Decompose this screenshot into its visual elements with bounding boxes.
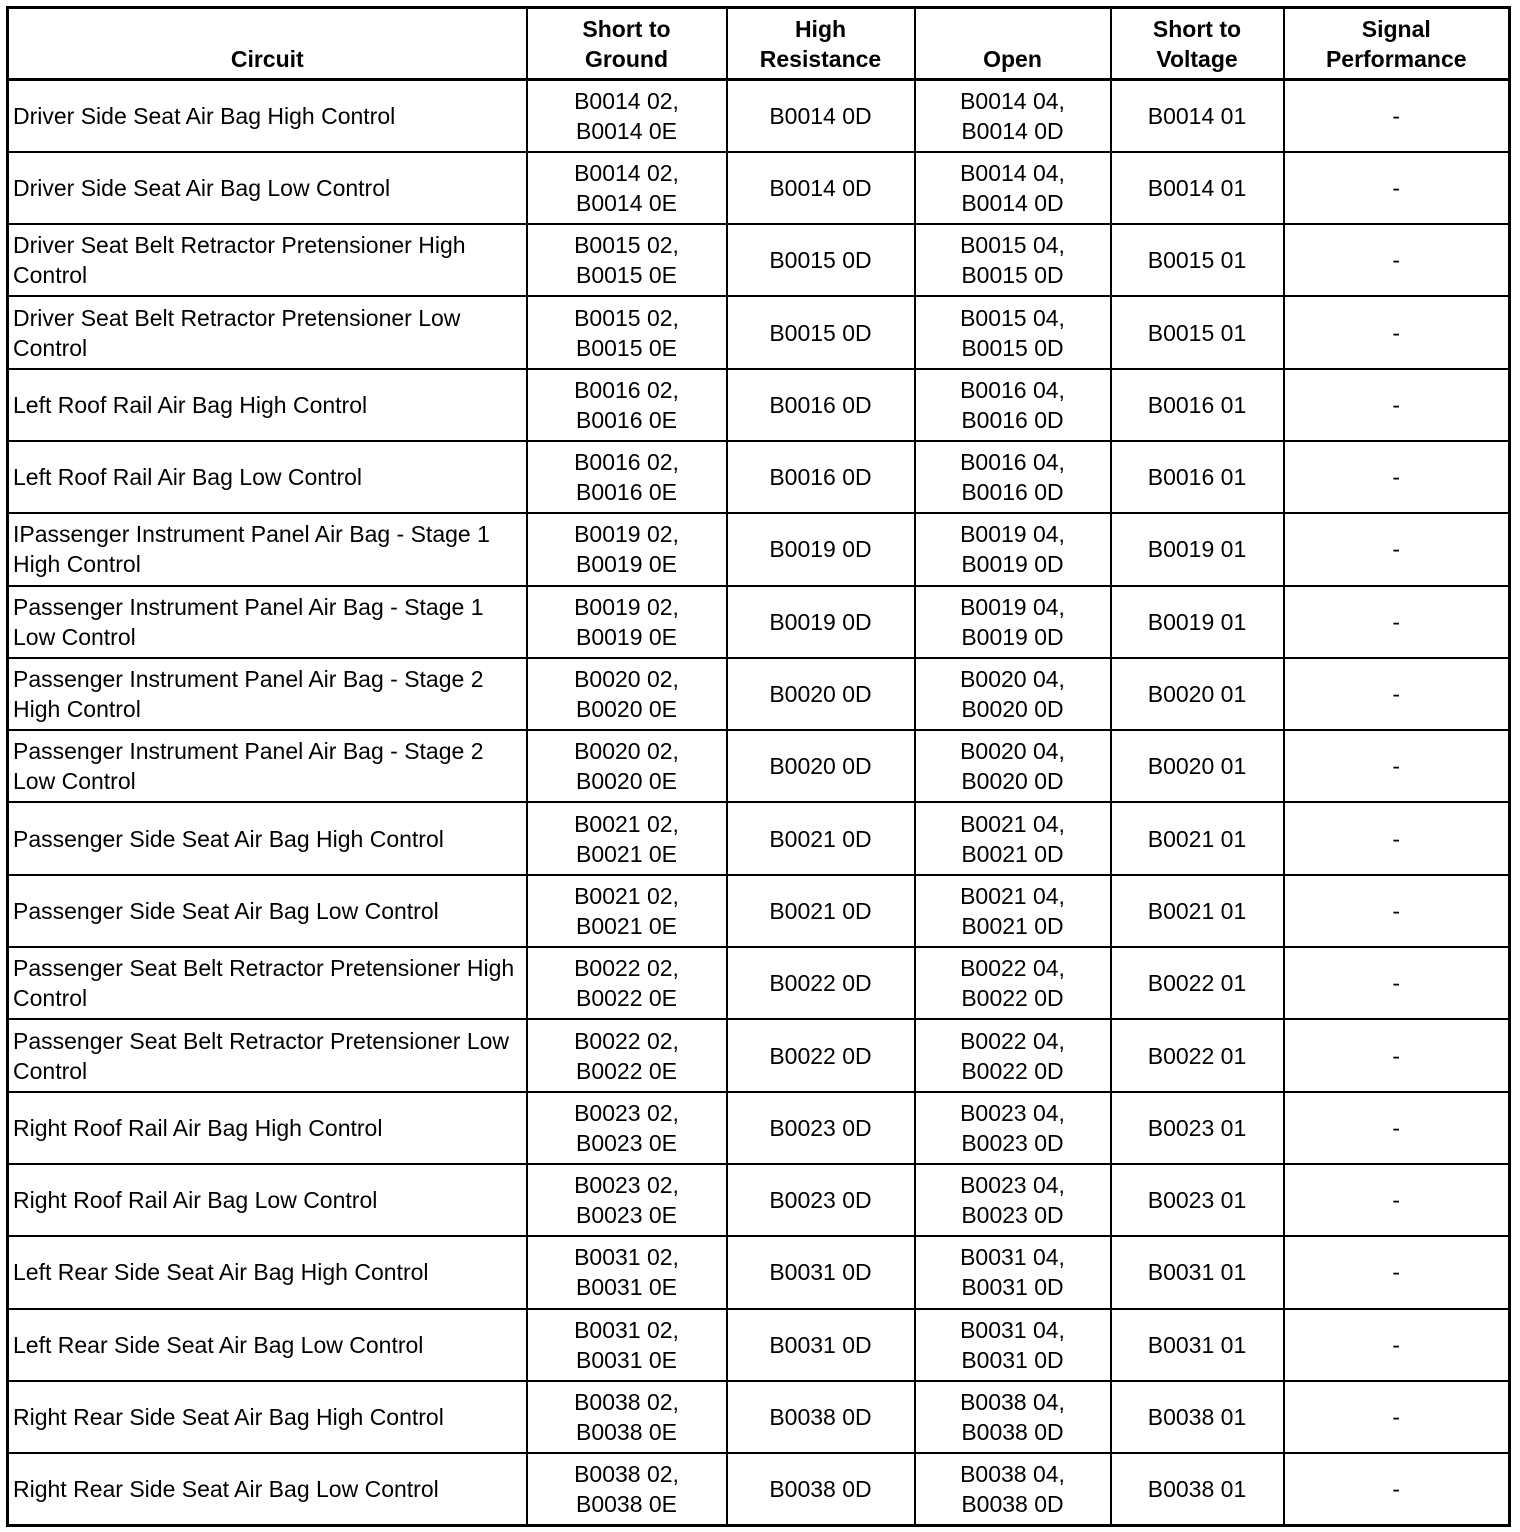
dtc-code: B0015 04, (960, 232, 1065, 259)
signal-performance-cell: - (1284, 1381, 1510, 1453)
dtc-code: B0021 02, (574, 810, 679, 837)
dtc-code: B0038 02, (574, 1388, 679, 1415)
column-header-line: Voltage (1156, 46, 1238, 72)
short-to-ground-cell (527, 658, 727, 730)
short-to-ground-cell (527, 802, 727, 874)
dtc-code: B0021 0E (575, 840, 678, 867)
column-header-circuit (8, 8, 527, 80)
column-header-short-to-voltage (1111, 8, 1284, 80)
short-to-ground-cell (527, 1453, 727, 1525)
table-body (8, 80, 1510, 1526)
signal-performance-cell: - (1284, 947, 1510, 1019)
short-to-ground-cell (527, 1019, 727, 1091)
signal-performance-cell: - (1284, 1019, 1510, 1091)
circuit-cell: Passenger Instrument Panel Air Bag - Stage 2 Low Control (8, 730, 527, 802)
dtc-code: B0014 02, (574, 159, 679, 186)
dtc-code: B0038 04, (960, 1461, 1065, 1488)
table-row (8, 1236, 1510, 1308)
circuit-cell: Passenger Instrument Panel Air Bag - Stage 2 High Control (8, 658, 527, 730)
short-to-ground-cell (527, 1236, 727, 1308)
short-to-ground-cell (527, 947, 727, 1019)
table-row (8, 802, 1510, 874)
short-to-voltage-cell: B0014 01 (1111, 80, 1284, 152)
table-row (8, 80, 1510, 152)
dtc-code: B0014 0E (575, 117, 678, 144)
high-resistance-cell: B0015 0D (727, 224, 915, 296)
short-to-ground-cell (527, 1309, 727, 1381)
column-header-open (915, 8, 1111, 80)
dtc-code: B0031 0D (961, 1274, 1064, 1301)
dtc-code: B0016 0E (575, 479, 678, 506)
dtc-code: B0016 0E (575, 406, 678, 433)
signal-performance-cell: - (1284, 658, 1510, 730)
table-header (8, 8, 1510, 80)
dtc-code: B0016 04, (960, 376, 1065, 403)
dtc-code: B0019 0E (575, 551, 678, 578)
dtc-code: B0016 0D (961, 479, 1064, 506)
table-row (8, 1309, 1510, 1381)
dtc-code: B0031 0E (575, 1346, 678, 1373)
table-row (8, 1164, 1510, 1236)
short-to-voltage-cell: B0016 01 (1111, 369, 1284, 441)
circuit-cell: IPassenger Instrument Panel Air Bag - Stage 1 High Control (8, 513, 527, 585)
dtc-code: B0019 04, (960, 521, 1065, 548)
dtc-code: B0031 04, (960, 1244, 1065, 1271)
short-to-voltage-cell: B0015 01 (1111, 224, 1284, 296)
high-resistance-cell: B0023 0D (727, 1092, 915, 1164)
high-resistance-cell: B0021 0D (727, 802, 915, 874)
dtc-code: B0038 0D (961, 1491, 1064, 1518)
dtc-code: B0015 0D (961, 262, 1064, 289)
open-cell (915, 513, 1111, 585)
high-resistance-cell: B0019 0D (727, 513, 915, 585)
dtc-code: B0038 04, (960, 1388, 1065, 1415)
dtc-code: B0022 0E (575, 985, 678, 1012)
signal-performance-cell: - (1284, 1453, 1510, 1525)
dtc-code: B0022 04, (960, 955, 1065, 982)
dtc-code: B0021 0D (961, 840, 1064, 867)
short-to-ground-cell (527, 80, 727, 152)
dtc-code: B0020 0E (575, 768, 678, 795)
open-cell (915, 1453, 1111, 1525)
dtc-code: B0019 0D (961, 623, 1064, 650)
dtc-code: B0015 04, (960, 304, 1065, 331)
dtc-code: B0014 0E (575, 189, 678, 216)
circuit-cell: Passenger Side Seat Air Bag High Control (8, 802, 527, 874)
dtc-code: B0014 04, (960, 159, 1065, 186)
circuit-cell: Passenger Side Seat Air Bag Low Control (8, 875, 527, 947)
table-row (8, 947, 1510, 1019)
dtc-code: B0023 02, (574, 1099, 679, 1126)
short-to-voltage-cell: B0021 01 (1111, 875, 1284, 947)
high-resistance-cell: B0014 0D (727, 152, 915, 224)
dtc-code: B0023 0E (575, 1129, 678, 1156)
signal-performance-cell: - (1284, 296, 1510, 368)
table-row (8, 875, 1510, 947)
open-cell (915, 1309, 1111, 1381)
dtc-code: B0031 0E (575, 1274, 678, 1301)
dtc-code: B0015 02, (574, 304, 679, 331)
short-to-voltage-cell: B0031 01 (1111, 1236, 1284, 1308)
dtc-code: B0015 0E (575, 334, 678, 361)
open-cell (915, 224, 1111, 296)
dtc-code: B0015 0E (575, 262, 678, 289)
short-to-voltage-cell: B0038 01 (1111, 1381, 1284, 1453)
dtc-code: B0021 0D (961, 912, 1064, 939)
signal-performance-cell: - (1284, 1164, 1510, 1236)
circuit-cell: Driver Side Seat Air Bag High Control (8, 80, 527, 152)
table-row (8, 1019, 1510, 1091)
dtc-code: B0020 02, (574, 738, 679, 765)
column-header-line: Short to (1152, 16, 1242, 42)
circuit-cell: Passenger Instrument Panel Air Bag - Stage 1 Low Control (8, 586, 527, 658)
dtc-code: B0023 02, (574, 1172, 679, 1199)
dtc-code: B0020 0D (961, 696, 1064, 723)
dtc-code: B0019 0D (961, 551, 1064, 578)
dtc-code: B0020 0D (961, 768, 1064, 795)
circuit-cell: Left Rear Side Seat Air Bag Low Control (8, 1309, 527, 1381)
column-header-signal-performance (1284, 8, 1510, 80)
short-to-voltage-cell: B0023 01 (1111, 1092, 1284, 1164)
dtc-code: B0031 04, (960, 1316, 1065, 1343)
dtc-code: B0014 02, (574, 87, 679, 114)
open-cell (915, 586, 1111, 658)
high-resistance-cell: B0020 0D (727, 658, 915, 730)
dtc-code: B0023 0D (961, 1202, 1064, 1229)
short-to-ground-cell (527, 224, 727, 296)
high-resistance-cell: B0031 0D (727, 1309, 915, 1381)
dtc-code: B0038 0E (575, 1491, 678, 1518)
short-to-voltage-cell: B0020 01 (1111, 658, 1284, 730)
short-to-voltage-cell: B0031 01 (1111, 1309, 1284, 1381)
dtc-code: B0022 0D (961, 1057, 1064, 1084)
dtc-code: B0022 02, (574, 955, 679, 982)
circuit-cell: Driver Seat Belt Retractor Pretensioner High Control (8, 224, 527, 296)
table-row (8, 658, 1510, 730)
open-cell (915, 1381, 1111, 1453)
table-row (8, 1092, 1510, 1164)
high-resistance-cell: B0014 0D (727, 80, 915, 152)
dtc-code: B0038 02, (574, 1461, 679, 1488)
dtc-code: B0016 02, (574, 376, 679, 403)
dtc-code: B0031 0D (961, 1346, 1064, 1373)
header-row (8, 8, 1510, 80)
dtc-circuit-table (6, 6, 1511, 1527)
short-to-voltage-cell: B0020 01 (1111, 730, 1284, 802)
circuit-cell: Driver Side Seat Air Bag Low Control (8, 152, 527, 224)
dtc-code: B0020 04, (960, 666, 1065, 693)
dtc-code: B0019 0E (575, 623, 678, 650)
dtc-code: B0021 02, (574, 882, 679, 909)
dtc-code: B0023 0D (961, 1129, 1064, 1156)
open-cell (915, 875, 1111, 947)
circuit-cell: Left Rear Side Seat Air Bag High Control (8, 1236, 527, 1308)
short-to-ground-cell (527, 1092, 727, 1164)
short-to-ground-cell (527, 152, 727, 224)
high-resistance-cell: B0038 0D (727, 1381, 915, 1453)
circuit-cell: Passenger Seat Belt Retractor Pretensioner High Control (8, 947, 527, 1019)
short-to-ground-cell (527, 369, 727, 441)
signal-performance-cell: - (1284, 369, 1510, 441)
dtc-code: B0014 0D (961, 117, 1064, 144)
high-resistance-cell: B0015 0D (727, 296, 915, 368)
table-row (8, 152, 1510, 224)
signal-performance-cell: - (1284, 152, 1510, 224)
table-row (8, 224, 1510, 296)
dtc-code: B0020 02, (574, 666, 679, 693)
circuit-cell: Right Rear Side Seat Air Bag Low Control (8, 1453, 527, 1525)
signal-performance-cell: - (1284, 224, 1510, 296)
short-to-ground-cell (527, 1164, 727, 1236)
open-cell (915, 947, 1111, 1019)
dtc-code: B0014 04, (960, 87, 1065, 114)
short-to-voltage-cell: B0014 01 (1111, 152, 1284, 224)
short-to-voltage-cell: B0015 01 (1111, 296, 1284, 368)
dtc-code: B0023 0E (575, 1202, 678, 1229)
open-cell (915, 1019, 1111, 1091)
signal-performance-cell: - (1284, 802, 1510, 874)
dtc-code: B0020 04, (960, 738, 1065, 765)
short-to-ground-cell (527, 730, 727, 802)
open-cell (915, 730, 1111, 802)
high-resistance-cell: B0031 0D (727, 1236, 915, 1308)
signal-performance-cell: - (1284, 1309, 1510, 1381)
table-row (8, 441, 1510, 513)
signal-performance-cell: - (1284, 875, 1510, 947)
short-to-ground-cell (527, 513, 727, 585)
open-cell (915, 296, 1111, 368)
dtc-code: B0038 0D (961, 1418, 1064, 1445)
dtc-code: B0019 02, (574, 593, 679, 620)
high-resistance-cell: B0021 0D (727, 875, 915, 947)
short-to-voltage-cell: B0038 01 (1111, 1453, 1284, 1525)
high-resistance-cell: B0020 0D (727, 730, 915, 802)
table-row (8, 586, 1510, 658)
circuit-cell: Left Roof Rail Air Bag Low Control (8, 441, 527, 513)
table-row (8, 369, 1510, 441)
high-resistance-cell: B0019 0D (727, 586, 915, 658)
high-resistance-cell: B0023 0D (727, 1164, 915, 1236)
table-row (8, 296, 1510, 368)
column-header-high-resistance (727, 8, 915, 80)
dtc-code: B0038 0E (575, 1418, 678, 1445)
circuit-cell: Driver Seat Belt Retractor Pretensioner Low Control (8, 296, 527, 368)
dtc-code: B0022 0E (575, 1057, 678, 1084)
circuit-cell: Right Roof Rail Air Bag Low Control (8, 1164, 527, 1236)
column-header-line: Ground (584, 46, 669, 72)
dtc-code: B0019 04, (960, 593, 1065, 620)
short-to-ground-cell (527, 586, 727, 658)
open-cell (915, 658, 1111, 730)
signal-performance-cell: - (1284, 513, 1510, 585)
column-header-line: Resistance (759, 46, 882, 72)
dtc-code: B0014 0D (961, 189, 1064, 216)
dtc-code: B0031 02, (574, 1316, 679, 1343)
column-header-line: Signal (1361, 16, 1431, 42)
column-header-short-to-ground (527, 8, 727, 80)
circuit-cell: Passenger Seat Belt Retractor Pretensioner Low Control (8, 1019, 527, 1091)
open-cell (915, 1236, 1111, 1308)
high-resistance-cell: B0022 0D (727, 1019, 915, 1091)
high-resistance-cell: B0038 0D (727, 1453, 915, 1525)
signal-performance-cell: - (1284, 80, 1510, 152)
open-cell (915, 802, 1111, 874)
high-resistance-cell: B0016 0D (727, 441, 915, 513)
dtc-code: B0022 02, (574, 1027, 679, 1054)
column-header-line: High (794, 16, 847, 42)
short-to-ground-cell (527, 441, 727, 513)
short-to-voltage-cell: B0022 01 (1111, 947, 1284, 1019)
signal-performance-cell: - (1284, 586, 1510, 658)
short-to-ground-cell (527, 1381, 727, 1453)
signal-performance-cell: - (1284, 441, 1510, 513)
dtc-code: B0021 0E (575, 912, 678, 939)
dtc-code: B0021 04, (960, 882, 1065, 909)
dtc-code: B0019 02, (574, 521, 679, 548)
dtc-code: B0022 0D (961, 985, 1064, 1012)
dtc-code: B0016 0D (961, 406, 1064, 433)
short-to-voltage-cell: B0023 01 (1111, 1164, 1284, 1236)
open-cell (915, 1164, 1111, 1236)
short-to-voltage-cell: B0021 01 (1111, 802, 1284, 874)
dtc-code: B0023 04, (960, 1099, 1065, 1126)
open-cell (915, 441, 1111, 513)
signal-performance-cell: - (1284, 730, 1510, 802)
high-resistance-cell: B0022 0D (727, 947, 915, 1019)
high-resistance-cell: B0016 0D (727, 369, 915, 441)
dtc-code: B0015 0D (961, 334, 1064, 361)
column-header-line: Performance (1325, 46, 1467, 72)
circuit-cell: Left Roof Rail Air Bag High Control (8, 369, 527, 441)
open-cell (915, 369, 1111, 441)
open-cell (915, 80, 1111, 152)
short-to-voltage-cell: B0022 01 (1111, 1019, 1284, 1091)
circuit-cell: Right Rear Side Seat Air Bag High Control (8, 1381, 527, 1453)
short-to-voltage-cell: B0016 01 (1111, 441, 1284, 513)
dtc-code: B0022 04, (960, 1027, 1065, 1054)
table-row (8, 1381, 1510, 1453)
dtc-code: B0016 04, (960, 449, 1065, 476)
table-row (8, 513, 1510, 585)
short-to-voltage-cell: B0019 01 (1111, 513, 1284, 585)
table-row (8, 1453, 1510, 1525)
dtc-code: B0031 02, (574, 1244, 679, 1271)
table-row (8, 730, 1510, 802)
column-header-line: Short to (582, 16, 671, 42)
signal-performance-cell: - (1284, 1236, 1510, 1308)
dtc-code: B0021 04, (960, 810, 1065, 837)
dtc-code: B0020 0E (575, 696, 678, 723)
column-header-line: Circuit (230, 46, 304, 72)
open-cell (915, 152, 1111, 224)
dtc-code: B0023 04, (960, 1172, 1065, 1199)
circuit-cell: Right Roof Rail Air Bag High Control (8, 1092, 527, 1164)
dtc-code: B0015 02, (574, 232, 679, 259)
short-to-ground-cell (527, 296, 727, 368)
dtc-code: B0016 02, (574, 449, 679, 476)
open-cell (915, 1092, 1111, 1164)
signal-performance-cell: - (1284, 1092, 1510, 1164)
column-header-line: Open (983, 46, 1042, 72)
short-to-ground-cell (527, 875, 727, 947)
short-to-voltage-cell: B0019 01 (1111, 586, 1284, 658)
